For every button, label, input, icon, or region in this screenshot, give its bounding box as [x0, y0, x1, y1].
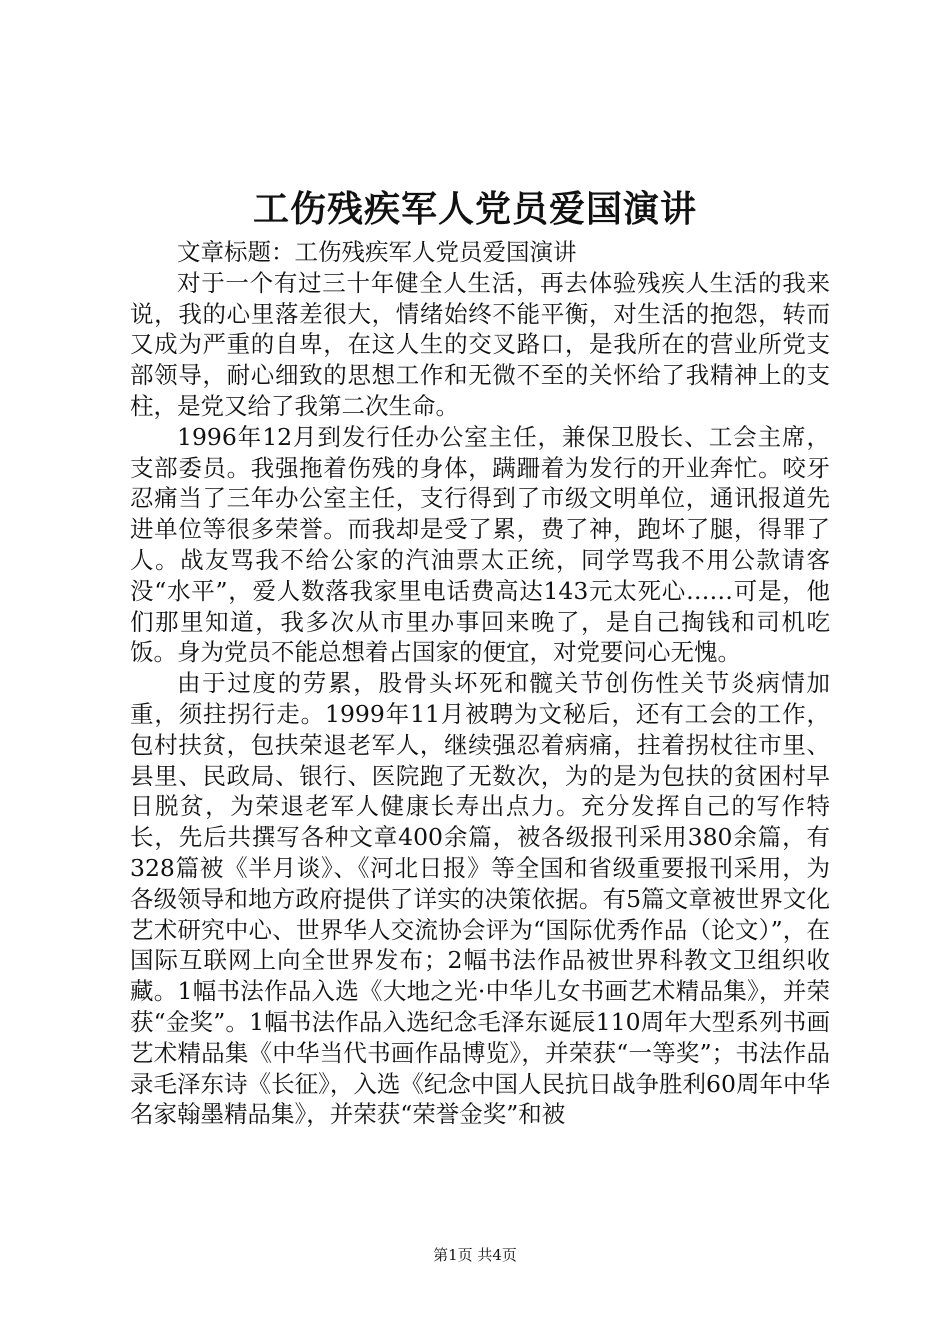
page-footer: 第1页 共4页 [433, 1246, 517, 1264]
article-body [130, 237, 830, 1130]
paragraph-1: 对于一个有过三十年健全人生活，再去体验残疾人生活的我来说，我的心里落差很大，情绪始终不能平衡，对生活的抱怨，转而又成为严重的自卑，在这人生的交叉路口，是我所在的营业所党支部领导，耐心细致的思想工作和无微不至的关怀给了我精神上的支柱，是党又给了我第二次生命。 [130, 268, 830, 420]
paragraph-2: 1996年12月到发行任办公室主任，兼保卫股长、工会主席，支部委员。我强拖着伤残的身体，蹒跚着为发行的开业奔忙。咬牙忍痛当了三年办公室主任，支行得到了市级文明单位，通讯报道先进单位等很多荣誉。而我却是受了累，费了神，跑坏了腿，得罪了人。战友骂我不给公家的汽油票太正统，同学骂我不用公款请客没“水平”，爱人数落我家里电话费高达143元太死心……可是，他们那里知道，我多次从市里办事回来晚了，是自己掏钱和司机吃饭。身为党员不能总想着占国家的便宜，对党要问心无愧。 [130, 422, 830, 667]
page-title: 工伤残疾军人党员爱国演讲 [252, 188, 697, 230]
article-title-line: 文章标题：工伤残疾军人党员爱国演讲 [177, 238, 577, 266]
paragraph-3: 由于过度的劳累，股骨头坏死和髋关节创伤性关节炎病情加重，须拄拐行走。1999年11月被聘为文秘后，还有工会的工作，包村扶贫，包扶荣退老军人，继续强忍着病痛，拄着拐杖往市里、县里、民政局、银行、医院跑了无数次，为的是为包扶的贫困村早日脱贫，为荣退老军人健康长寿出点力。充分发挥自己的写作特长，先后共撰写各种文章400余篇，被各级报刊采用380余篇，有328篇被《半月谈》、《河北日报》等全国和省级重要报刊采用，为各级领导和地方政府提供了详实的决策依据。有5篇文章被世界文化艺术研究中心、世界华人交流协会评为“国际优秀作品（论文）”，在国际互联网上向全世界发布；2幅书法作品被世界科教文卫组织收藏。1幅书法作品入选《大地之光·中华儿女书画艺术精品集》，并荣获“金奖”。1幅书法作品入选纪念毛泽东诞辰110周年大型系列书画艺术精品集《中华当代书画作品博览》，并荣获“一等奖”；书法作品录毛泽东诗《长征》，入选《纪念中国人民抗日战争胜利60周年中华名家翰墨精品集》，并荣获“荣誉金奖”和被 [130, 669, 830, 1129]
